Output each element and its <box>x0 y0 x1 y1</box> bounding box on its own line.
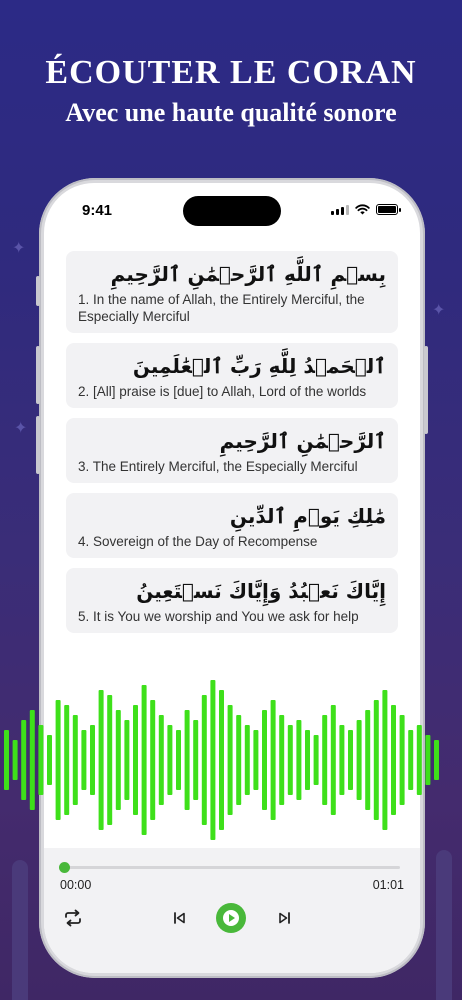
waveform-bar <box>4 730 9 790</box>
next-button[interactable] <box>275 903 295 933</box>
repeat-button[interactable] <box>60 903 86 933</box>
promo-subtitle: Avec une haute qualité sonore <box>65 98 397 127</box>
battery-icon <box>376 204 398 215</box>
play-button[interactable] <box>216 903 246 933</box>
mosque-silhouette-right <box>422 840 462 1000</box>
waveform-bar <box>425 735 430 785</box>
dynamic-island <box>183 196 281 226</box>
seek-handle[interactable] <box>59 862 70 873</box>
verse-arabic: ٱلرَّحۡمَٰنِ ٱلرَّحِيمِ <box>219 429 386 453</box>
waveform-bar <box>434 740 439 780</box>
verse-arabic: بِسۡمِ ٱللَّهِ ٱلرَّحۡمَٰنِ ٱلرَّحِيمِ <box>110 262 386 286</box>
verse-translation: 3. The Entirely Merciful, the Especially Merciful <box>78 459 358 474</box>
mosque-silhouette-left <box>0 840 40 1000</box>
status-time: 9:41 <box>82 202 113 219</box>
verse-card[interactable] <box>66 251 398 333</box>
seek-bar[interactable] <box>64 866 400 869</box>
sparkle-icon: ✦ <box>432 302 446 319</box>
verse-card[interactable] <box>66 343 398 408</box>
verse-arabic: إِيَّاكَ نَعۡبُدُ وَإِيَّاكَ نَسۡتَعِينُ <box>136 579 386 603</box>
previous-button[interactable] <box>169 903 189 933</box>
verse-translation: 4. Sovereign of the Day of Recompense <box>78 534 318 549</box>
waveform-bar <box>13 740 18 780</box>
repeat-icon <box>63 909 83 927</box>
waveform-bar <box>21 720 26 800</box>
wifi-icon <box>355 204 370 215</box>
verse-list[interactable] <box>66 251 398 643</box>
promo-title: ÉCOUTER LE CORAN <box>45 54 417 91</box>
verse-translation: 2. [All] praise is [due] to Allah, Lord of the worlds <box>78 384 367 399</box>
sparkle-icon: ✦ <box>14 420 28 437</box>
verse-card[interactable] <box>66 418 398 483</box>
verse-card[interactable] <box>66 493 398 558</box>
cellular-signal-icon <box>331 205 349 215</box>
verse-arabic: مَٰلِكِ يَوۡمِ ٱلدِّينِ <box>229 504 386 528</box>
verse-arabic: ٱلۡحَمۡدُ لِلَّهِ رَبِّ ٱلۡعَٰلَمِينَ <box>132 354 386 378</box>
audio-player <box>44 848 420 973</box>
waveform-bar <box>30 710 35 810</box>
play-icon <box>216 903 246 933</box>
promo-headline <box>0 54 462 128</box>
app-screen <box>44 183 420 973</box>
verse-translation: 1. In the name of Allah, the Entirely Merciful, the Especially Merciful <box>78 292 365 324</box>
previous-icon <box>172 911 186 925</box>
total-duration: 01:01 <box>372 878 404 892</box>
status-bar <box>44 183 420 239</box>
elapsed-time: 00:00 <box>60 878 92 892</box>
next-icon <box>278 911 292 925</box>
sparkle-icon: ✦ <box>12 240 26 257</box>
verse-translation: 5. It is You we worship and You we ask for help <box>78 609 359 624</box>
phone-mockup <box>39 178 425 978</box>
verse-card[interactable] <box>66 568 398 633</box>
